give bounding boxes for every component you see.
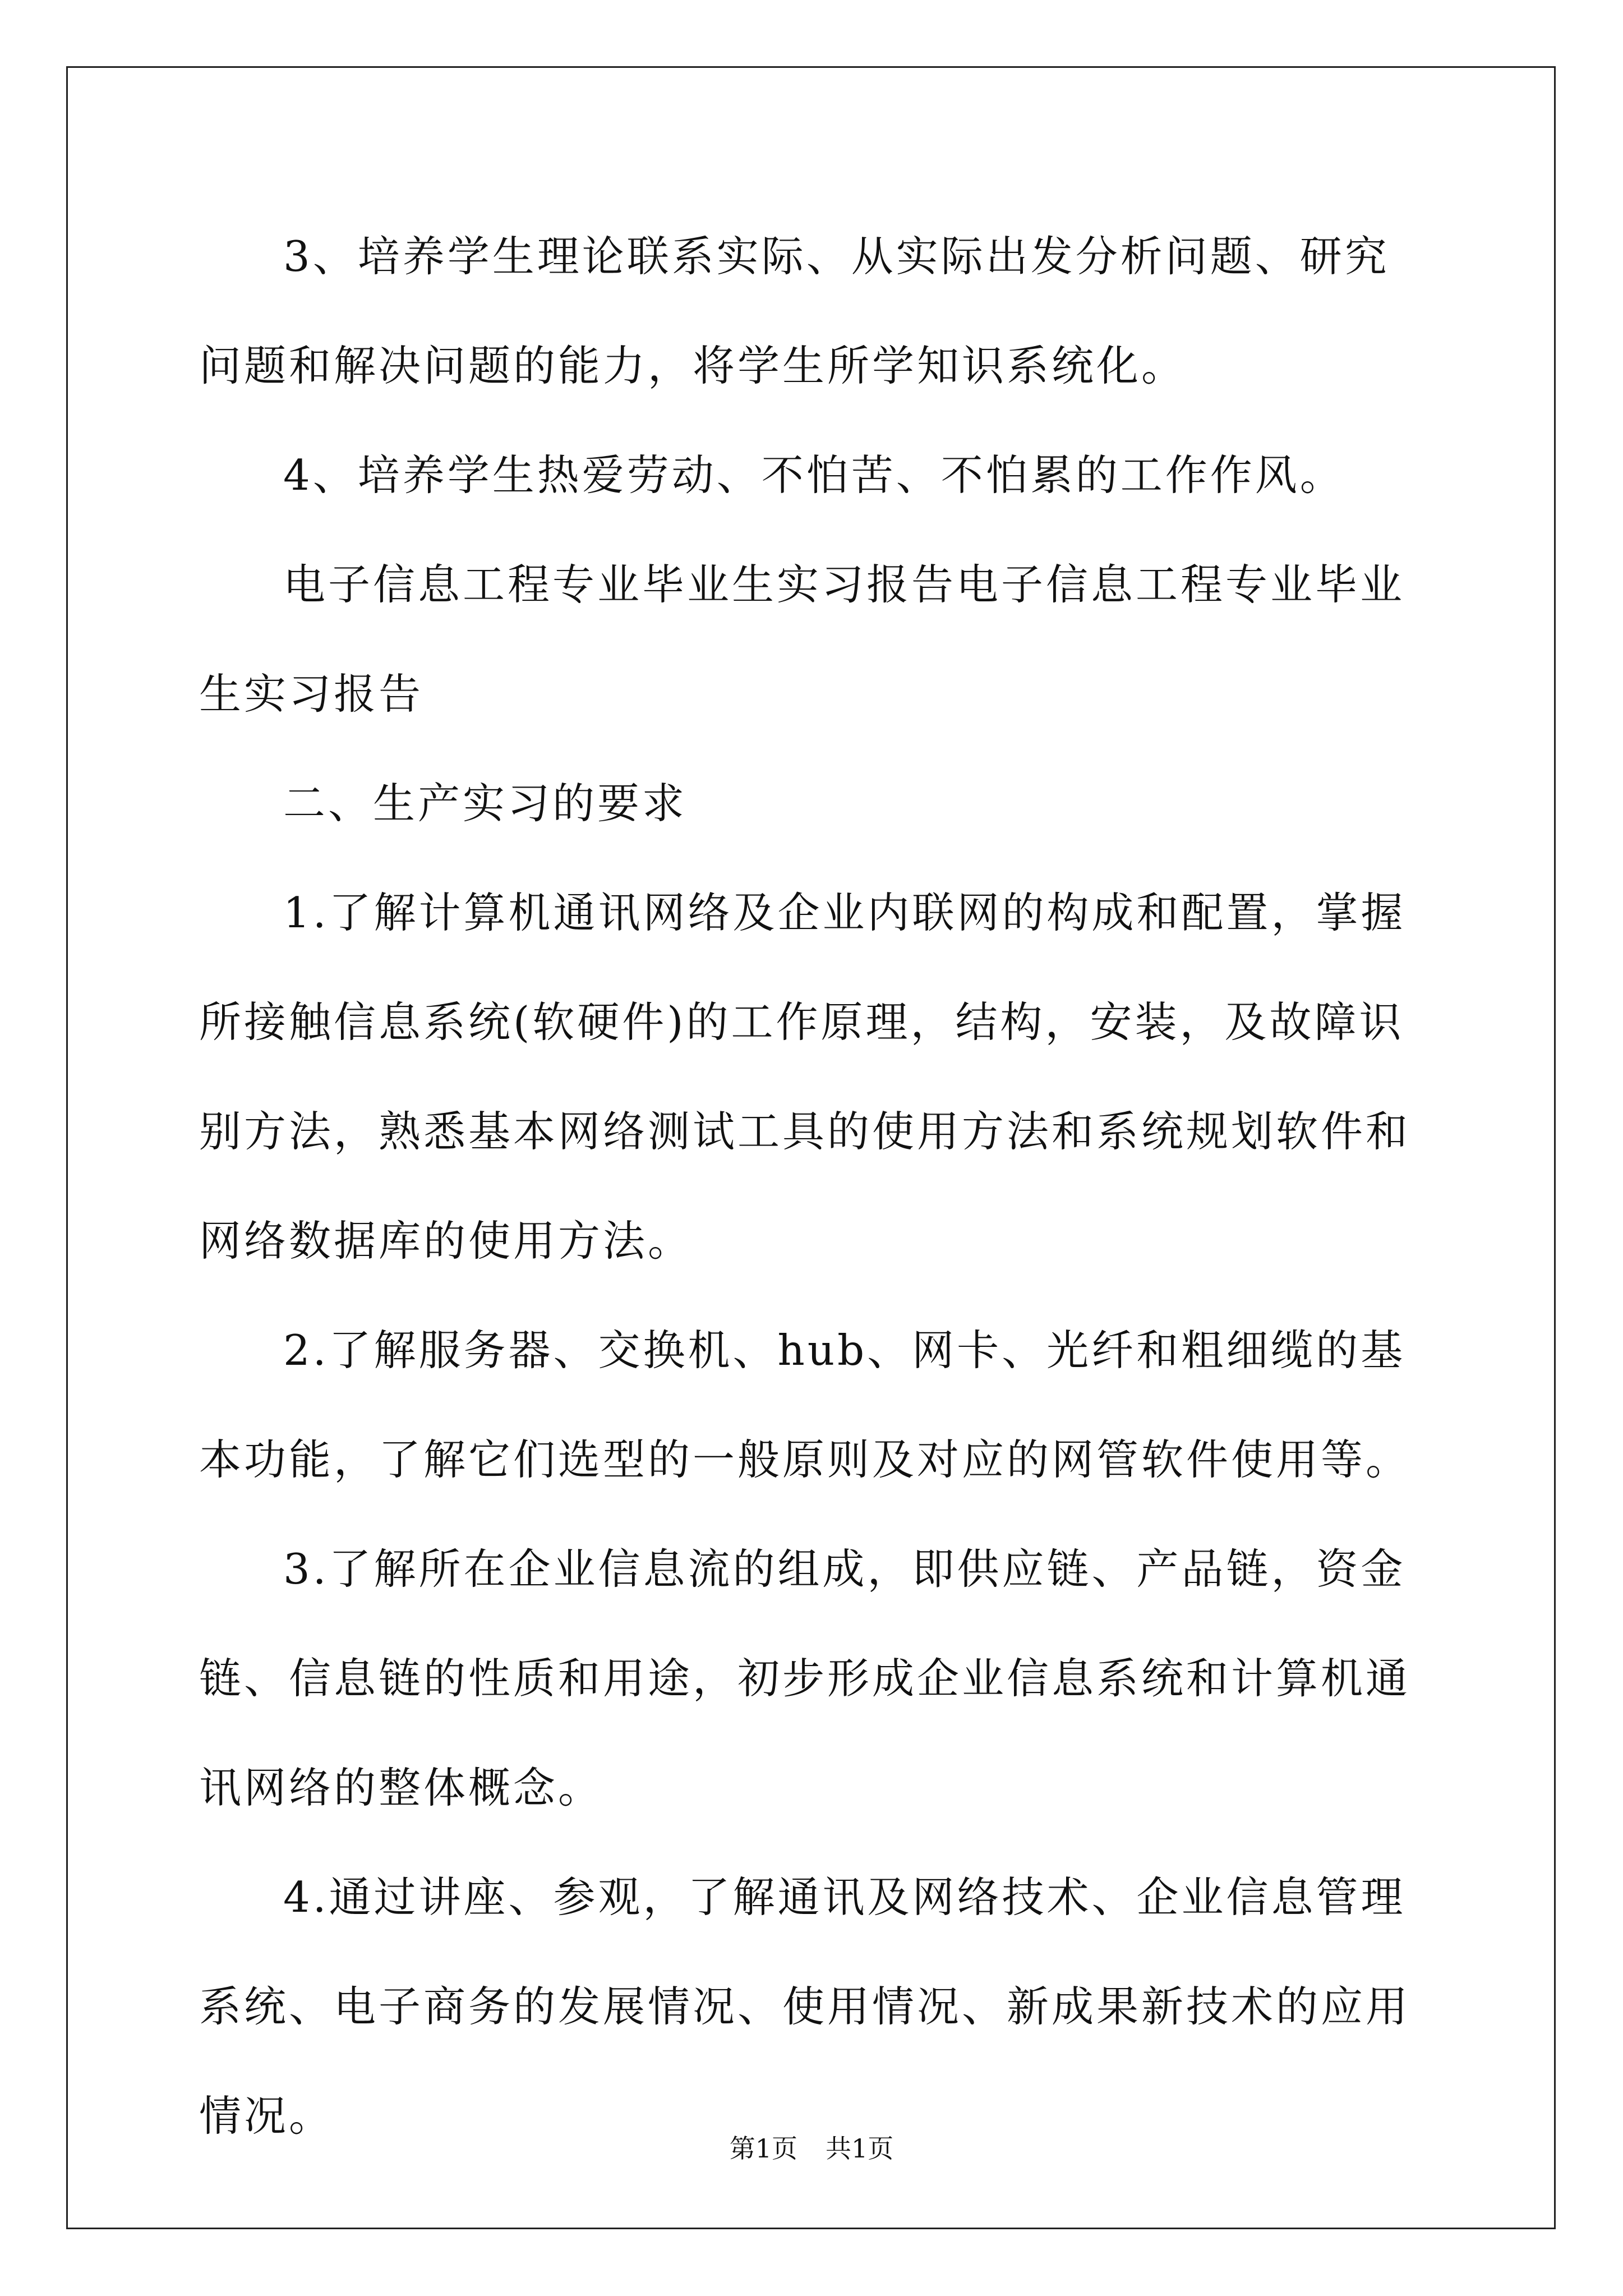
requirement-3: 3.了解所在企业信息流的组成，即供应链、产品链，资金链、信息链的性质和用途，初步形成企业信息系统和计算机通讯网络的整体概念。 bbox=[199, 1544, 1411, 1812]
requirement-4: 4.通过讲座、参观，了解通讯及网络技术、企业信息管理系统、电子商务的发展情况、使用情况、新成果新技术的应用情况。 bbox=[199, 1872, 1411, 2141]
requirement-2: 2.了解服务器、交换机、hub、网卡、光纤和粗细缆的基本功能，了解它们选型的一般原则及对应的网管软件使用等。 bbox=[199, 1326, 1411, 1484]
requirement-1: 1.了解计算机通讯网络及企业内联网的构成和配置，掌握所接触信息系统(软硬件)的工作原理，结构，安装，及故障识别方法，熟悉基本网络测试工具的使用方法和系统规划软件和网络数据库的使用方法。 bbox=[199, 888, 1411, 1266]
page-number: 第1页 bbox=[729, 2133, 797, 2164]
page-footer bbox=[0, 2132, 1623, 2165]
document-body bbox=[199, 202, 1433, 2171]
page-total: 共1页 bbox=[826, 2133, 894, 2164]
paragraph-4-objective: 4、培养学生热爱劳动、不怕苦、不怕累的工作作风。 bbox=[283, 450, 1345, 500]
report-title-line: 电子信息工程专业毕业生实习报告电子信息工程专业毕业生实习报告 bbox=[199, 560, 1405, 719]
section-heading: 二、生产实习的要求 bbox=[283, 779, 688, 828]
paragraph-3-objective: 3、培养学生理论联系实际、从实际出发分析问题、研究问题和解决问题的能力，将学生所学知识系统化。 bbox=[199, 232, 1390, 390]
